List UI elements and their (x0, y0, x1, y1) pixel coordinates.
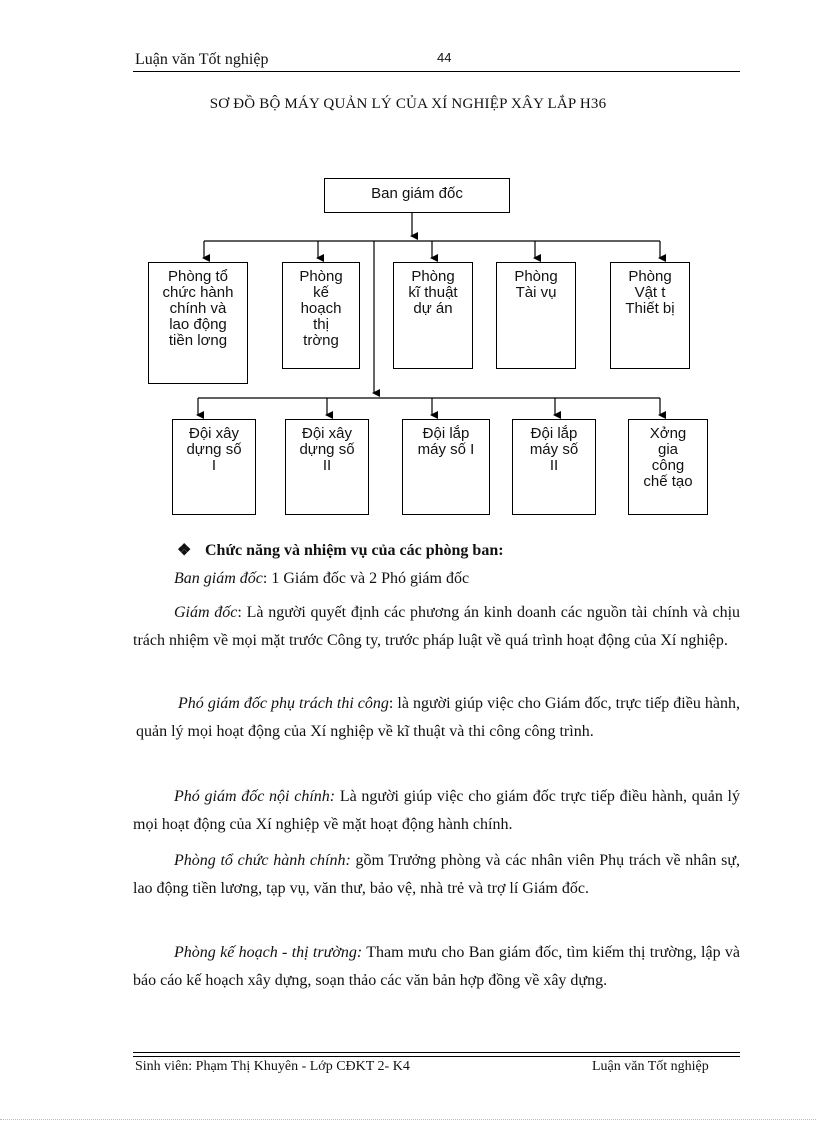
page-number: 44 (437, 50, 452, 65)
header-title: Luận văn Tốt nghiệp (135, 51, 269, 68)
paragraph-admin-dept (133, 847, 740, 903)
chart-title: SƠ ĐỒ BỘ MÁY QUẢN LÝ CỦA XÍ NGHIỆP XÂY LẮP H36 (209, 96, 607, 112)
org-box-team-2: Đội xây dựng số II (285, 419, 369, 515)
org-box-dept-2: Phòng kế hoạch thị trờng (282, 262, 360, 369)
paragraph-deputy-internal (133, 783, 740, 839)
org-box-board: Ban giám đốc (324, 178, 510, 213)
org-box-dept-1: Phòng tổ chức hành chính và lao động tiền lơng (148, 262, 248, 384)
footer-student: Sinh viên: Phạm Thị Khuyên - Lớp CĐKT 2- K4 (135, 1059, 410, 1074)
paragraph-director-label: Giám đốc (174, 604, 238, 621)
org-box-dept-4: Phòng Tài vụ (496, 262, 576, 369)
section-heading (177, 540, 504, 560)
paragraph-deputy-construction (136, 690, 740, 746)
org-box-team-1: Đội xây dựng số I (172, 419, 256, 515)
paragraph-deputy-construction-text: : là người giúp việc cho Giám đốc, trực tiếp điều hành, quản lý mọi hoạt động của Xí nghiệp về kĩ thuật và thi công công trình. (136, 695, 740, 740)
paragraph-deputy-internal-text: Là người giúp việc cho giám đốc trực tiếp điều hành, quản lý mọi hoạt động của Xí nghiệp về mặt hoạt động hành chính. (133, 788, 740, 833)
paragraph-planning-dept (133, 939, 740, 995)
section-heading-text: Chức năng và nhiệm vụ của các phòng ban: (205, 542, 504, 559)
paragraph-board (133, 565, 740, 593)
org-box-dept-5: Phòng Vật t Thiết bị (610, 262, 690, 369)
paragraph-director-text: : Là người quyết định các phương án kinh doanh các nguồn tài chính và chịu trách nhiệm về mọi mặt trước Công ty, trước pháp luật về quá trình hoạt động của Xí nghiệp. (133, 604, 741, 649)
paragraph-planning-dept-text: Tham mưu cho Ban giám đốc, tìm kiếm thị trường, lập và báo cáo kế hoạch xây dựng, soạn thảo các văn bản hợp đồng về xây dựng. (133, 944, 741, 989)
paragraph-board-text: : 1 Giám đốc và 2 Phó giám đốc (262, 570, 470, 587)
page-edge (0, 1119, 816, 1120)
org-box-team-5: Xởng gia công chế tạo (628, 419, 708, 515)
org-box-team-4: Đội lắp máy số II (512, 419, 596, 515)
paragraph-deputy-construction-label: Phó giám đốc phụ trách thi công (178, 695, 389, 712)
paragraph-planning-dept-label: Phòng kế hoạch - thị trường: (174, 944, 363, 961)
paragraph-deputy-internal-label: Phó giám đốc nội chính: (174, 788, 336, 805)
footer-title: Luận văn Tốt nghiệp (592, 1059, 709, 1074)
paragraph-admin-dept-text: gồm Trưởng phòng và các nhân viên Phụ trách về nhân sự, lao động tiền lương, tạp vụ, văn thư, bảo vệ, nhà trẻ và trợ lí Giám đốc. (133, 852, 741, 897)
org-box-dept-3: Phòng kĩ thuật dự án (393, 262, 473, 369)
paragraph-admin-dept-label: Phòng tổ chức hành chính: (174, 852, 351, 869)
diamond-bullet-icon: ❖ (177, 542, 192, 559)
paragraph-board-label: Ban giám đốc (174, 570, 263, 587)
paragraph-director (133, 599, 740, 655)
footer-rule-top (133, 1052, 740, 1053)
org-box-team-3: Đội lắp máy số I (402, 419, 490, 515)
footer-rule-bottom (133, 1056, 740, 1057)
